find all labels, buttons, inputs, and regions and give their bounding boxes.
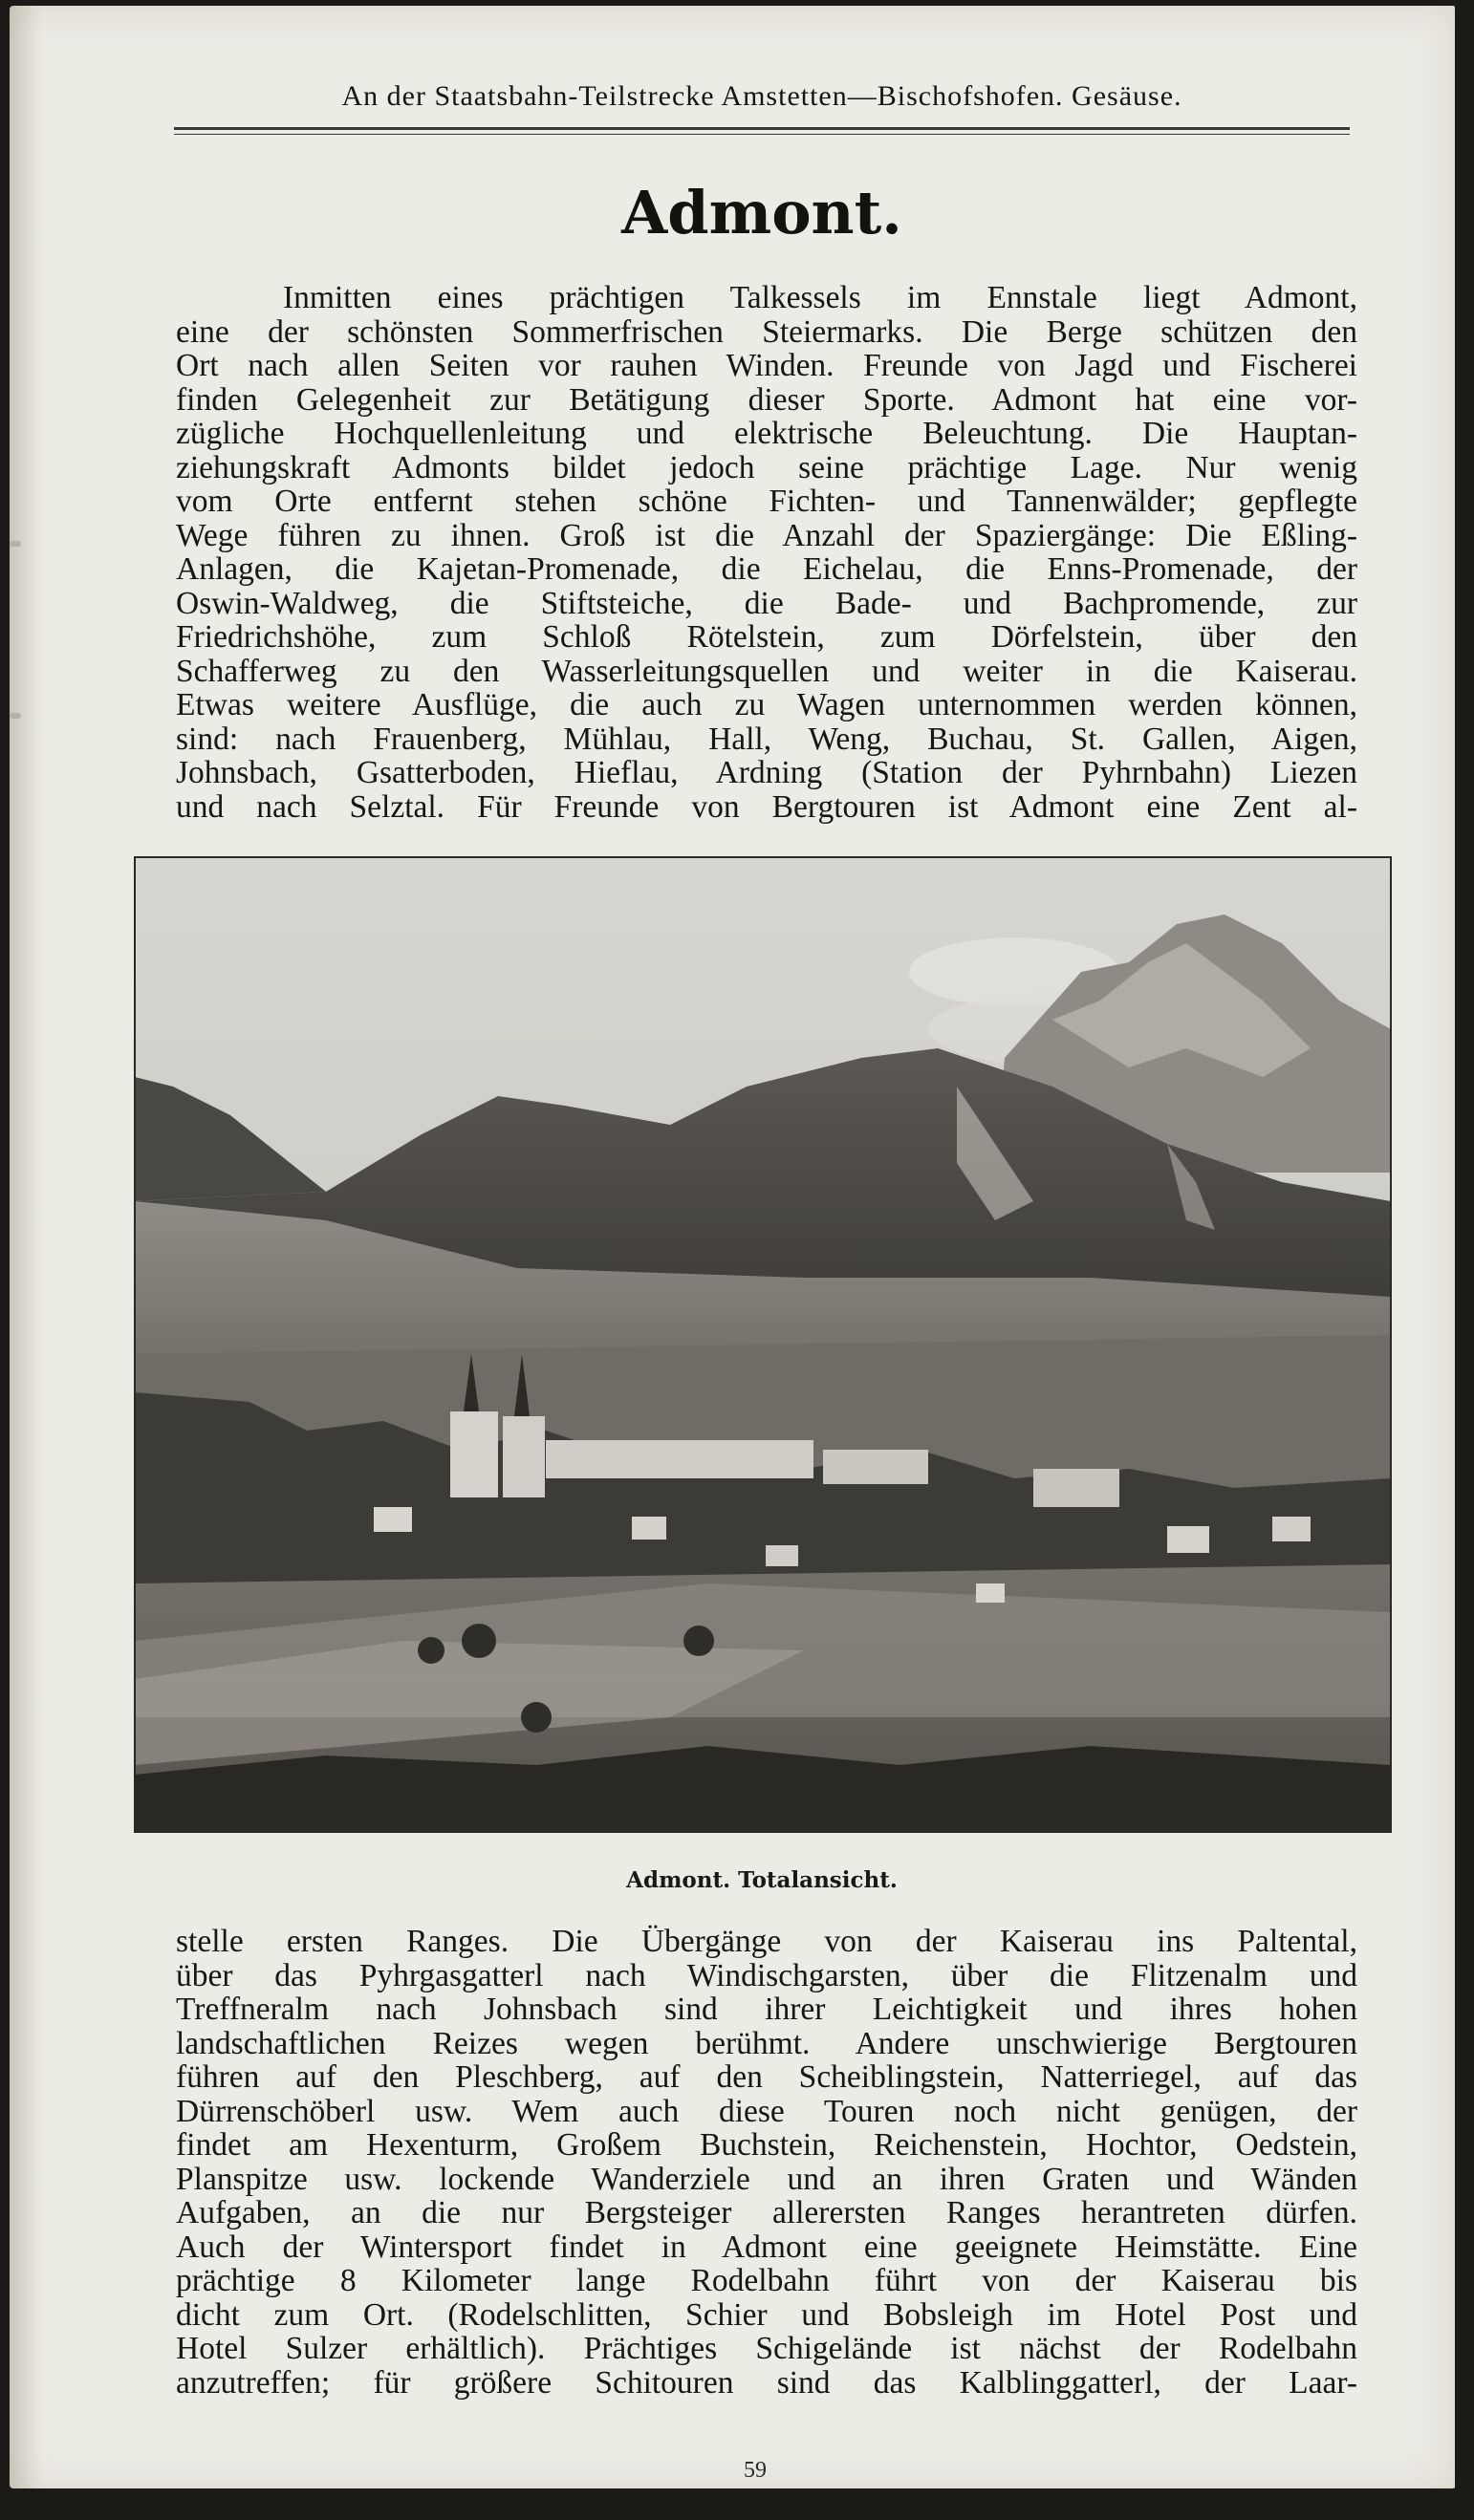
text-line: Ort nach allen Seiten vor rauhen Winden. Freunde von Jagd und Fischerei [176,348,1357,383]
paragraph-one [176,281,1357,824]
text-line: Johnsbach, Gsatterboden, Hieflau, Ardning (Station der Pyhrnbahn) Liezen [176,755,1357,790]
paragraph-two [176,1925,1357,2400]
text-line: Auch der Wintersport findet in Admont eine geeignete Heimstätte. Eine [176,2229,1357,2265]
text-line: Planspitze usw. lockende Wanderziele und an ihren Graten und Wänden [176,2161,1357,2197]
text-line: Hotel Sulzer erhältlich). Prächtiges Schigelände ist nächst der Rodelbahn [176,2331,1357,2366]
text-line: Oswin-Waldweg, die Stiftsteiche, die Bade- und Bachpromende, zur [176,585,1357,621]
header-rule-thin [174,134,1350,135]
text-line: landschaftlichen Reizes wegen berühmt. Andere unschwierige Bergtouren [176,2025,1357,2061]
page-gutter-shadow [10,6,42,2488]
text-line: Inmitten eines prächtigen Talkessels im Ennstale liegt Admont, [283,280,1357,315]
running-head: An der Staatsbahn-Teilstrecke Amstetten—Bischofshofen. Gesäuse. [341,80,1182,112]
text-line: stelle ersten Ranges. Die Übergänge von der Kaiserau ins Paltental, [176,1924,1357,1959]
photo-caption: Admont. Totalansicht. [626,1867,898,1893]
text-line: anzutreffen; für größere Schitouren sind das Kalblinggatterl, der Laar- [176,2364,1357,2401]
text-line: führen auf den Pleschberg, auf den Scheiblingstein, Natterriegel, auf das [176,2059,1357,2095]
text-line: Wege führen zu ihnen. Groß ist die Anzahl der Spaziergänge: Die Eßling- [176,517,1357,553]
header-rule-thick [174,127,1350,130]
binding-mark [10,713,21,719]
text-line: finden Gelegenheit zur Betätigung dieser Sporte. Admont hat eine vor- [176,381,1357,418]
page-number: 59 [744,2458,767,2483]
text-line: sind: nach Frauenberg, Mühlau, Hall, Weng, Buchau, St. Gallen, Aigen, [176,721,1357,757]
text-line: Friedrichshöhe, zum Schloß Rötelstein, zum Dörfelstein, über den [176,619,1357,655]
text-line: ziehungskraft Admonts bildet jedoch seine prächtige Lage. Nur wenig [176,449,1357,485]
text-line: Treffneralm nach Johnsbach sind ihrer Leichtigkeit und ihres hohen [176,1992,1357,2027]
landscape-photo [134,856,1392,1833]
text-line: Dürrenschöberl usw. Wem auch diese Touren noch nicht genügen, der [176,2093,1357,2129]
text-line: Etwas weitere Ausflüge, die auch zu Wagen unternommen werden können, [176,687,1357,722]
text-line: Anlagen, die Kajetan-Promenade, die Eichelau, die Enns-Promenade, der [176,551,1357,587]
text-line: dicht zum Ort. (Rodelschlitten, Schier und Bobsleigh im Hotel Post und [176,2296,1357,2333]
text-line: prächtige 8 Kilometer lange Rodelbahn führt von der Kaiserau bis [176,2263,1357,2298]
text-line: vom Orte entfernt stehen schöne Fichten- und Tannenwälder; gepflegte [176,484,1357,519]
text-line: findet am Hexenturm, Großem Buchstein, Reichenstein, Hochtor, Oedstein, [176,2127,1357,2163]
text-line: und nach Selztal. Für Freunde von Bergtouren ist Admont eine Zent al- [176,788,1357,825]
article-title: Admont. [621,178,902,248]
text-line: Schafferweg zu den Wasserleitungsquellen und weiter in die Kaiserau. [176,653,1357,689]
book-page [10,6,1455,2488]
text-line: eine der schönsten Sommerfrischen Steiermarks. Die Berge schützen den [176,313,1357,350]
text-line: zügliche Hochquellenleitung und elektrische Beleuchtung. Die Hauptan- [176,416,1357,451]
text-line: über das Pyhrgasgatterl nach Windischgarsten, über die Flitzenalm und [176,1957,1357,1993]
text-line: Aufgaben, an die nur Bergsteiger allerersten Ranges herantreten dürfen. [176,2195,1357,2230]
binding-mark [10,541,21,547]
